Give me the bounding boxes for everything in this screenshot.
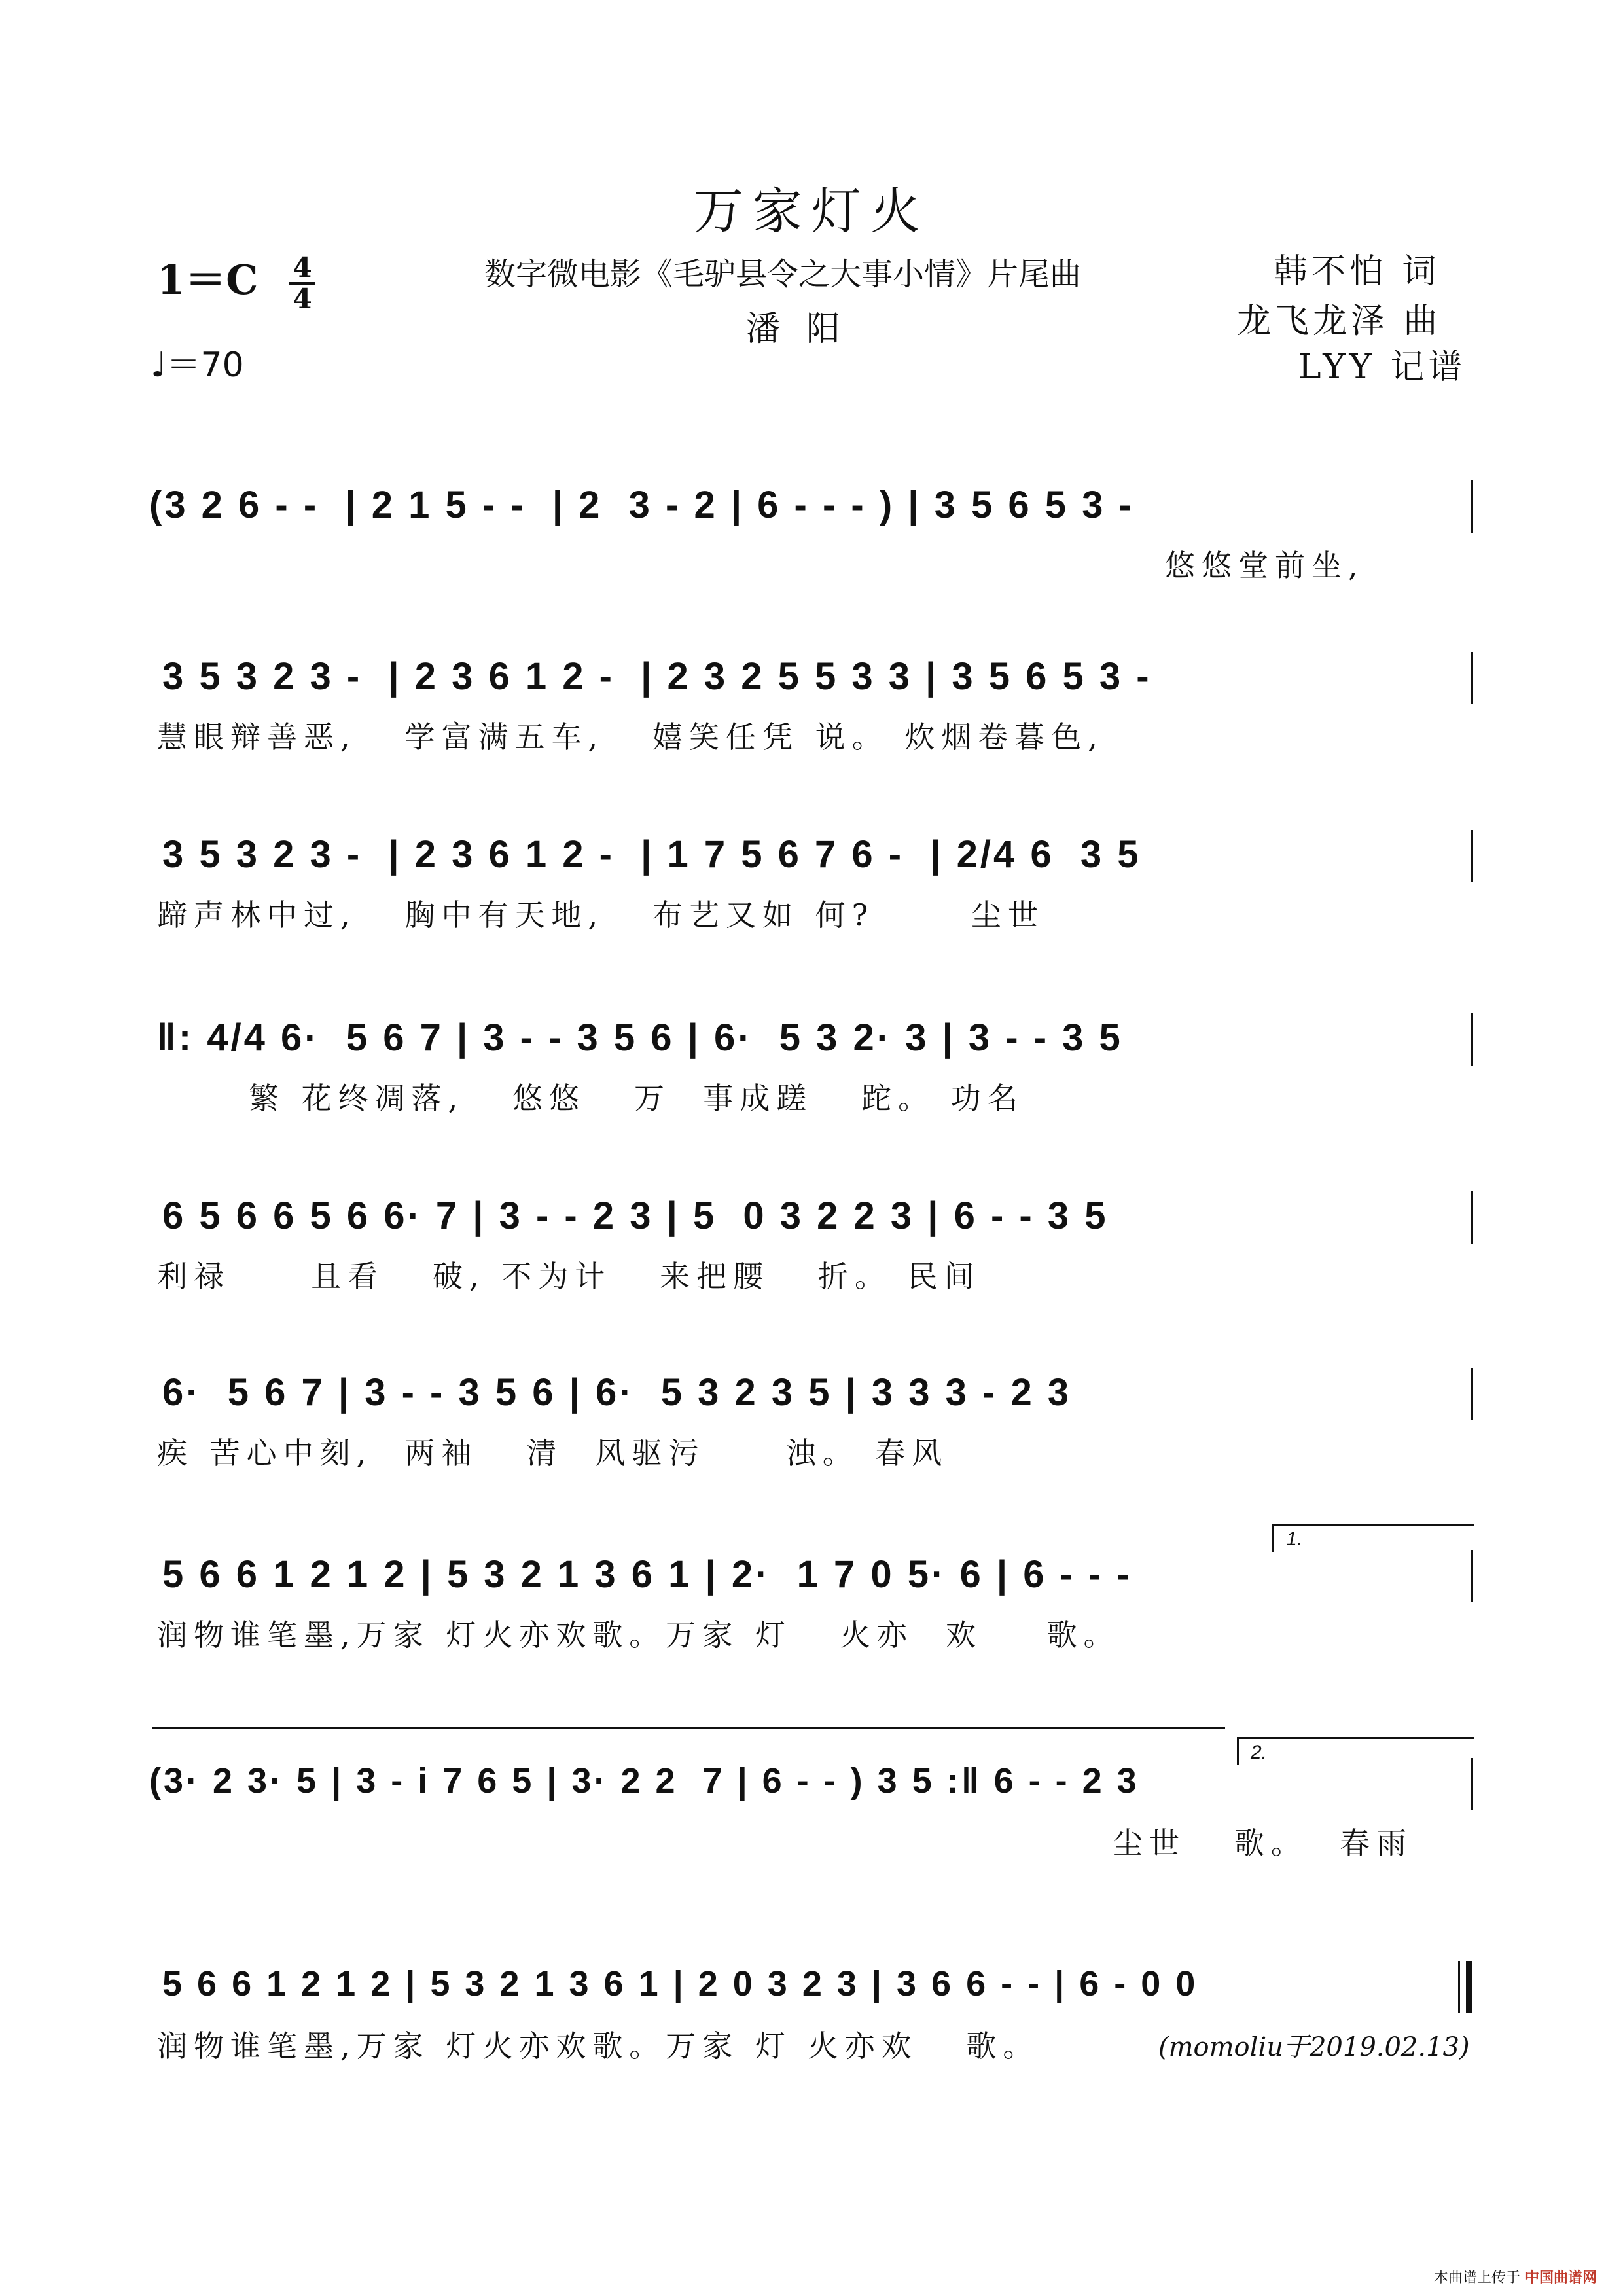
barline (1471, 1758, 1473, 1810)
continuation-bracket (152, 1727, 1225, 1755)
barline (1471, 830, 1473, 882)
volta-1-label: 1. (1286, 1528, 1303, 1550)
barline (1471, 1013, 1473, 1066)
notation-line: (3 2 6 - - | 2 1 5 - - | 2 3 - 2 | 6 - - - ) | 3 5 6 5 3 - (149, 484, 1134, 526)
music-system-4 (0, 1016, 1623, 1147)
barline (1471, 652, 1473, 704)
barline (1471, 1550, 1473, 1602)
music-system-7 (0, 1528, 1623, 1683)
barline (1458, 1961, 1460, 2013)
final-barline (1466, 1961, 1472, 2013)
subtitle: 数字微电影《毛驴县令之大事小情》片尾曲 (484, 256, 1082, 293)
music-system-1 (0, 483, 1623, 614)
footer-site-logo[interactable]: 中国曲谱网 (1524, 2270, 1597, 2286)
volta-bracket-2 (1237, 1737, 1474, 1765)
volta-2-label: 2. (1251, 1742, 1268, 1763)
lyrics-line: 慧眼辩善恶, 学富满五车, 嬉笑任凭 说。 炊烟卷暮色, (157, 719, 1104, 755)
lyrics-line: 尘世 歌。 春雨 (1113, 1825, 1414, 1861)
lyrics-line: 利禄 且看 破, 不为计 来把腰 折。 民间 (157, 1259, 981, 1294)
lyrics-line: 润物谁笔墨,万家 灯火亦欢歌。万家 灯 火亦欢 歌。 (157, 2028, 1040, 2064)
time-sig-top: 4 (293, 251, 312, 283)
barline (1471, 480, 1473, 533)
footer-text: 本曲谱上传于 (1433, 2270, 1520, 2286)
music-system-5 (0, 1194, 1623, 1325)
volta-bracket-1 (1272, 1524, 1474, 1552)
music-system-6 (0, 1371, 1623, 1501)
time-sig-bottom: 4 (293, 283, 312, 315)
barline (1471, 1191, 1473, 1244)
barline (1471, 1368, 1473, 1420)
music-system-2 (0, 655, 1623, 785)
lyrics-line: 蹄声林中过, 胸中有天地, 布艺又如 何? 尘世 (157, 897, 1044, 933)
music-system-9 (0, 1964, 1623, 2094)
notation-line: 6· 5 6 7 | 3 - - 3 5 6 | 6· 5 3 2 3 5 | 3 3 3 - 2 3 (162, 1371, 1072, 1414)
notation-line: 5 6 6 1 2 1 2 | 5 3 2 1 3 6 1 | 2 0 3 2 3 | 3 6 6 - - | 6 - 0 0 (162, 1964, 1198, 2003)
time-signature (289, 251, 315, 315)
singer: 潘阳 (746, 310, 867, 349)
song-title: 万家灯火 (694, 182, 929, 240)
key-label: 1＝C (157, 256, 259, 304)
notation-line: (3· 2 3· 5 | 3 - i 7 6 5 | 3· 2 2 7 | 6 - - ) 3 5 :‖ 6 - - 2 3 (149, 1761, 1139, 1801)
notation-line: 3 5 3 2 3 - | 2 3 6 1 2 - | 2 3 2 5 5 3 3 | 3 5 6 5 3 - (162, 655, 1152, 698)
notation-line: ‖: 4/4 6· 5 6 7 | 3 - - 3 5 6 | 6· 5 3 2· 3 | 3 - - 3 5 (157, 1016, 1123, 1059)
lyricist-credit: 韩不怕 词 (1274, 252, 1440, 291)
music-system-8 (0, 1742, 1623, 1892)
lyrics-line: 疾 苦心中刻, 两袖 清 风驱污 浊。 春风 (157, 1435, 949, 1471)
notation-line: 5 6 6 1 2 1 2 | 5 3 2 1 3 6 1 | 2· 1 7 0 5· 6 | 6 - - - (162, 1553, 1132, 1596)
music-system-3 (0, 833, 1623, 963)
key-signature (157, 247, 315, 315)
notation-line: 3 5 3 2 3 - | 2 3 6 1 2 - | 1 7 5 6 7 6 - | 2/4 6 3 5 (162, 833, 1141, 876)
notation-line: 6 5 6 6 5 6 6· 7 | 3 - - 2 3 | 5 0 3 2 2 3 | 6 - - 3 5 (162, 1194, 1109, 1237)
lyrics-line: 繁 花终凋落, 悠悠 万 事成蹉 跎。 功名 (249, 1081, 1024, 1116)
tempo-marking: ♩＝70 (151, 346, 244, 385)
transcription-signature: (momoliu于2019.02.13) (1158, 2032, 1470, 2062)
lyrics-line: 悠悠堂前坐, (1165, 548, 1364, 583)
footer-credit (1434, 2267, 1597, 2287)
transcriber-credit: LYY 记谱 (1298, 348, 1467, 387)
composer-credit: 龙飞龙泽 曲 (1237, 302, 1442, 341)
lyrics-line: 润物谁笔墨,万家 灯火亦欢歌。万家 灯 火亦 欢 歌。 (157, 1617, 1120, 1653)
